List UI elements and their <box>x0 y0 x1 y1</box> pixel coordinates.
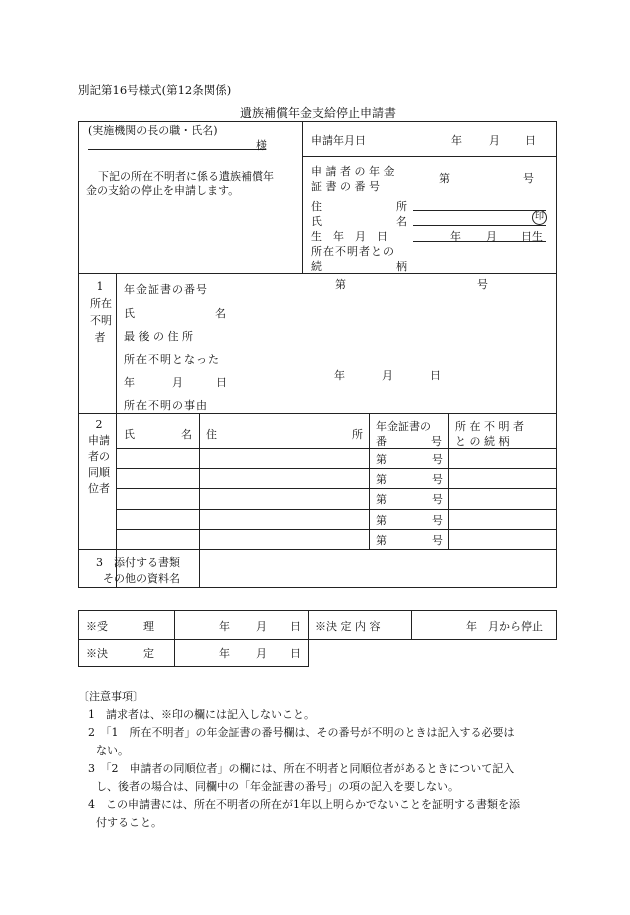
col-header-address <box>206 426 363 442</box>
section-2-label <box>86 417 112 497</box>
note-4: 4 この申請書には、所在不明者の所在が1年以上明らかでないことを証明する書類を添 <box>88 798 520 811</box>
row-2-go: 号 <box>432 473 443 486</box>
birth-day: 日生 <box>521 230 543 243</box>
col-header-relation-2: と の 続 柄 <box>455 435 510 448</box>
missing-cert-go: 号 <box>477 278 488 291</box>
applicant-birth-label: 生 年 月 日 <box>311 230 388 243</box>
row-4-go: 号 <box>432 514 443 527</box>
note-3: 3 「2 申請者の同順位者」の欄には、所在不明者と同順位者があるときについて記入 <box>88 762 515 775</box>
name-label-a: 氏 <box>311 215 322 228</box>
row-2-dai: 第 <box>376 473 387 486</box>
receipt-year: 年 <box>219 620 230 633</box>
missing-name-b: 名 <box>215 307 226 320</box>
missing-date-value-day: 日 <box>430 369 441 382</box>
decision-day: 日 <box>290 647 301 660</box>
col-cert-2b: 号 <box>431 435 442 448</box>
receipt-label <box>86 618 154 634</box>
address-label-a: 住 <box>311 200 322 213</box>
missing-date-value-year: 年 <box>334 369 345 382</box>
relation-label-b: 柄 <box>396 260 407 273</box>
missing-date-label-y: 年 <box>124 376 135 389</box>
section-2-text-a: 申請 <box>88 434 110 447</box>
receipt-a: ※受 <box>86 620 108 633</box>
applicant-relation-label-1: 所在不明者との <box>311 245 395 258</box>
decision-b: 定 <box>143 647 154 660</box>
notes-heading: 〔注意事項〕 <box>78 690 144 703</box>
missing-cert-label: 年金証書の番号 <box>124 283 208 296</box>
row-1-dai: 第 <box>376 453 387 466</box>
application-date-label: 申請年月日 <box>311 134 366 147</box>
relation-label-a: 続 <box>311 260 322 273</box>
applicant-cert-label-1: 申 請 者 の 年 金 <box>311 165 395 178</box>
missing-date-label-d: 日 <box>216 376 227 389</box>
application-date-day: 日 <box>525 134 536 147</box>
col-header-relation-1: 所 在 不 明 者 <box>455 420 524 433</box>
decision-a: ※決 <box>86 647 108 660</box>
row-3-go: 号 <box>432 493 443 506</box>
attachments-label-1: 3 添付する書類 <box>96 556 180 569</box>
decision-label <box>86 645 154 661</box>
note-4-cont: 付すること。 <box>96 816 162 829</box>
request-text-line1: 下記の所在不明者に係る遺族補償年 <box>98 170 274 183</box>
note-3-cont: し、後者の場合は、同欄中の「年金証書の番号」の項の記入を要しない。 <box>96 780 459 793</box>
section-1-label <box>90 278 110 346</box>
attachments-label-2: その他の資料名 <box>103 572 180 585</box>
section-1-text-c: 者 <box>94 331 106 344</box>
note-2-cont: ない。 <box>96 744 129 757</box>
missing-name-a: 氏 <box>124 307 135 320</box>
section-2-num: 2 <box>95 418 103 431</box>
col-header-name <box>124 426 192 442</box>
applicant-relation-label-2 <box>311 258 407 274</box>
col-header-cert-1: 年金証書の <box>376 420 431 433</box>
receipt-b: 理 <box>143 620 154 633</box>
section-2-text-c: 同順 <box>88 466 110 479</box>
request-text-line2: 金の支給の停止を申請します。 <box>86 184 240 197</box>
applicant-cert-dai: 第 <box>439 172 450 185</box>
addressee-label: (実施機関の長の職・氏名) <box>88 124 218 137</box>
missing-date-value-month: 月 <box>382 369 393 382</box>
col-addr-b: 所 <box>352 428 363 441</box>
receipt-day: 日 <box>290 620 301 633</box>
seal-mark: 印 <box>532 210 547 225</box>
applicant-address-label <box>311 198 407 214</box>
applicant-cert-go: 号 <box>523 172 534 185</box>
birth-month: 月 <box>486 230 497 243</box>
row-3-dai: 第 <box>376 493 387 506</box>
form-number: 別記第16号様式(第12条関係) <box>78 83 232 97</box>
row-5-go: 号 <box>432 534 443 547</box>
applicant-cert-label-2: 証 書 の 番 号 <box>311 180 380 193</box>
col-header-cert-2 <box>376 433 442 449</box>
address-label-b: 所 <box>396 200 407 213</box>
row-4-dai: 第 <box>376 514 387 527</box>
page-title: 遺族補償年金支給停止申請書 <box>240 106 397 120</box>
decision-month: 月 <box>256 647 267 660</box>
receipt-month: 月 <box>256 620 267 633</box>
section-1-text-b: 不明 <box>90 314 112 327</box>
addressee-sama: 様 <box>256 139 267 152</box>
col-cert-2a: 番 <box>376 435 387 448</box>
missing-cert-dai: 第 <box>335 278 346 291</box>
decision-content-label: ※決 定 内 容 <box>315 620 381 633</box>
application-date-year: 年 <box>451 134 462 147</box>
col-name-b: 名 <box>181 428 192 441</box>
application-date-month: 月 <box>489 134 500 147</box>
decision-content-value: 年 月から停止 <box>466 620 543 633</box>
missing-reason-label: 所在不明の事由 <box>124 399 208 412</box>
missing-date-label-1: 所在不明となった <box>124 353 220 366</box>
decision-year: 年 <box>219 647 230 660</box>
row-1-go: 号 <box>432 453 443 466</box>
section-1-text-a: 所在 <box>90 297 112 310</box>
col-addr-a: 住 <box>206 428 217 441</box>
missing-date-label-m: 月 <box>172 376 183 389</box>
name-label-b: 名 <box>396 215 407 228</box>
row-5-dai: 第 <box>376 534 387 547</box>
birth-year: 年 <box>450 230 461 243</box>
section-2-text-b: 者の <box>88 450 110 463</box>
missing-last-address-label: 最 後 の 住 所 <box>124 330 193 343</box>
section-2-text-d: 位者 <box>88 482 110 495</box>
col-name-a: 氏 <box>124 428 135 441</box>
applicant-name-label <box>311 213 407 229</box>
section-1-num: 1 <box>96 280 104 293</box>
notes-section <box>78 688 520 832</box>
note-2: 2 「1 所在不明者」の年金証書の番号欄は、その番号が不明のときは記入する必要は <box>88 726 515 739</box>
note-1: 1 請求者は、※印の欄には記入しないこと。 <box>88 708 315 721</box>
missing-name-label <box>124 305 226 321</box>
